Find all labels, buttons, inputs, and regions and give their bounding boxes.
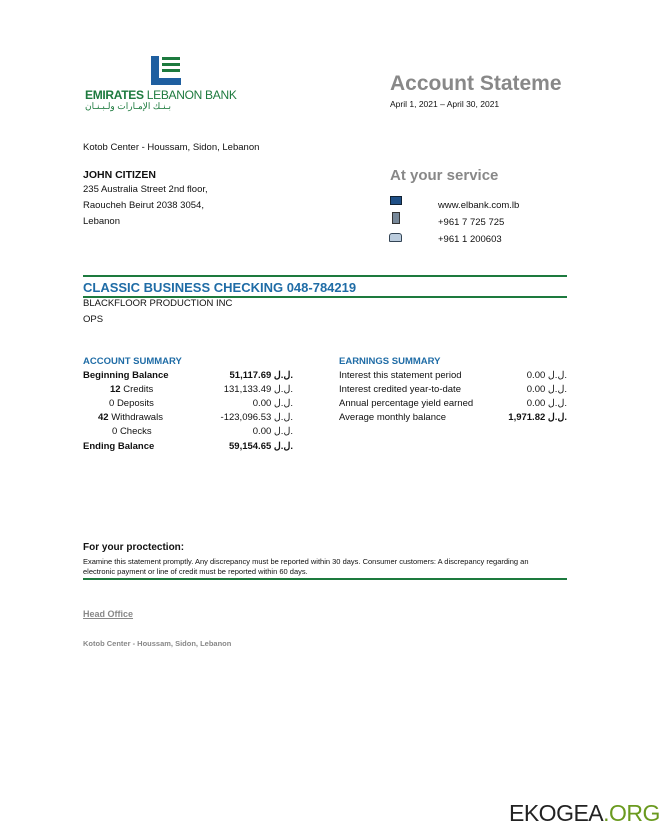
- address-line: Lebanon: [83, 216, 120, 227]
- beginning-balance-label: Beginning Balance: [83, 370, 169, 381]
- watermark: [509, 800, 660, 827]
- account-sub: OPS: [83, 314, 104, 325]
- credits-label: 12 Credits: [110, 384, 154, 395]
- earnings-value: 0.00 ل.ل.: [526, 384, 567, 395]
- logo-text: [85, 88, 237, 102]
- statement-period: April 1, 2021 – April 30, 2021: [390, 99, 500, 109]
- watermark-part2: .ORG: [603, 800, 660, 826]
- account-holder: BLACKFLOOR PRODUCTION INC: [83, 298, 233, 309]
- address-line: 235 Australia Street 2nd floor,: [83, 184, 208, 195]
- computer-icon: [390, 196, 402, 205]
- earnings-value: 0.00 ل.ل.: [526, 370, 567, 381]
- deposits-label: 0 Deposits: [109, 398, 154, 409]
- divider: [83, 275, 567, 277]
- withdrawals-label: 42 Withdrawals: [98, 412, 163, 423]
- logo-text-regular: LEBANON BANK: [146, 88, 237, 102]
- earnings-value: 0.00 ل.ل.: [526, 398, 567, 409]
- beginning-balance-value: 51,117.69 ل.ل.: [229, 370, 293, 381]
- address-line: Raoucheh Beirut 2038 3054,: [83, 200, 204, 211]
- head-office-link[interactable]: Head Office: [83, 609, 134, 619]
- earnings-label: Interest credited year-to-date: [339, 384, 461, 395]
- protection-text: Examine this statement promptly. Any discrepancy must be reported within 30 days. Consumer customers: A discrepancy regarding an electronic payment or line of credit must be reported within 60 days.: [83, 557, 529, 576]
- service-phone: +961 1 200603: [438, 234, 502, 245]
- earnings-label: Interest this statement period: [339, 370, 462, 381]
- account-title: CLASSIC BUSINESS CHECKING 048-784219: [83, 280, 357, 295]
- logo-text-arabic: بـنـك الإمـارات ولـبـنـان: [85, 101, 172, 111]
- customer-name: JOHN CITIZEN: [83, 169, 156, 181]
- withdrawals-value: -123,096.53 ل.ل.: [220, 412, 293, 423]
- divider: [83, 578, 567, 580]
- watermark-part1: EKOGEA: [509, 800, 604, 826]
- ending-balance-value: 59,154.65 ل.ل.: [229, 441, 293, 452]
- account-summary-heading: ACCOUNT SUMMARY: [83, 356, 182, 367]
- service-heading: At your service: [390, 167, 499, 184]
- credits-value: 131,133.49 ل.ل.: [223, 384, 293, 395]
- logo-mark-base: [151, 78, 181, 85]
- service-mobile: +961 7 725 725: [438, 217, 505, 228]
- deposits-value: 0.00 ل.ل.: [252, 398, 293, 409]
- protection-heading: For your proctection:: [83, 542, 185, 553]
- earnings-label: Annual percentage yield earned: [339, 398, 474, 409]
- telephone-icon: [389, 233, 402, 242]
- ending-balance-label: Ending Balance: [83, 441, 155, 452]
- earnings-summary-heading: EARNINGS SUMMARY: [339, 356, 441, 367]
- earnings-label: Average monthly balance: [339, 412, 447, 423]
- checks-label: 0 Checks: [112, 426, 152, 437]
- checks-value: 0.00 ل.ل.: [252, 426, 293, 437]
- earnings-value: 1,971.82 ل.ل.: [508, 412, 567, 423]
- mobile-phone-icon: [392, 212, 400, 224]
- bank-address: Kotob Center - Houssam, Sidon, Lebanon: [83, 142, 260, 153]
- service-website[interactable]: www.elbank.com.lb: [438, 200, 520, 211]
- logo-text-bold: EMIRATES: [85, 88, 144, 102]
- page-title: Account Stateme: [390, 72, 562, 95]
- footer-address: Kotob Center - Houssam, Sidon, Lebanon: [83, 639, 232, 648]
